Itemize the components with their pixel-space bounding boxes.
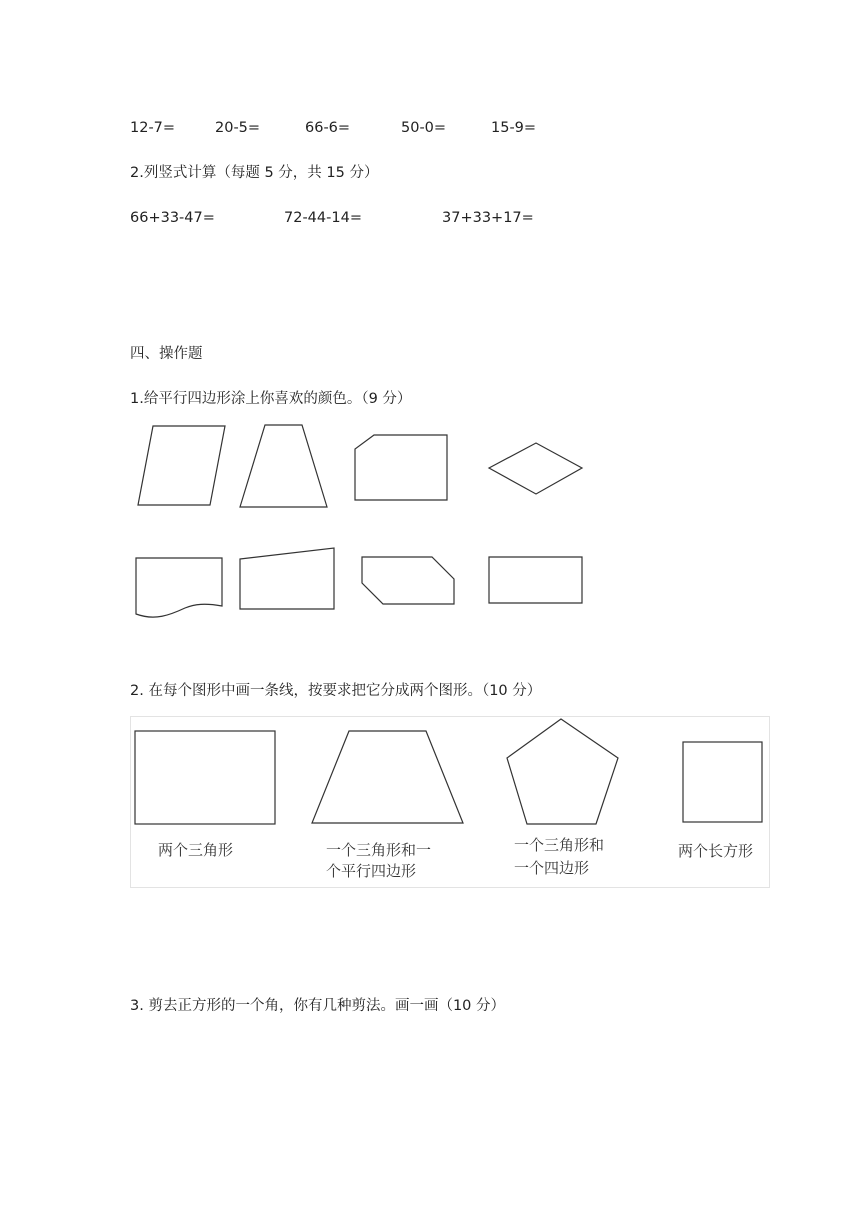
calc-20-5: 20-5=	[215, 120, 261, 136]
caption-two-rectangles: 两个长方形	[678, 842, 754, 860]
quadrilateral-shape[interactable]	[240, 548, 334, 609]
calc-72-44-14: 72-44-14=	[284, 210, 362, 226]
parallelogram-shape[interactable]	[138, 426, 225, 505]
calc-15-9: 15-9=	[491, 120, 537, 136]
q2-vertical-calc-title: 2.列竖式计算（每题 5 分，共 15 分）	[130, 165, 379, 181]
calc-12-7: 12-7=	[130, 120, 176, 136]
caption-triangle-parallelogram-line1: 一个三角形和一	[326, 841, 432, 859]
trapezoid-shape[interactable]	[240, 425, 327, 507]
q2-divide-shapes-title: 2. 在每个图形中画一条线，按要求把它分成两个图形。（10 分）	[130, 683, 542, 699]
calc-50-0: 50-0=	[401, 120, 447, 136]
rectangle-shape[interactable]	[489, 557, 582, 603]
caption-two-triangles: 两个三角形	[158, 841, 234, 859]
calc-37+33+17: 37+33+17=	[442, 210, 534, 226]
hexagon-shape[interactable]	[362, 557, 454, 604]
q2-shapes	[0, 700, 860, 840]
q2-square-shape[interactable]	[683, 742, 762, 822]
rhombus-shape[interactable]	[489, 443, 582, 494]
wavy-bottom-rectangle-shape[interactable]	[136, 558, 222, 617]
q1-color-parallelogram-title: 1.给平行四边形涂上你喜欢的颜色。（9 分）	[130, 391, 412, 407]
caption-triangle-quadrilateral-line1: 一个三角形和	[514, 836, 605, 854]
cut-corner-rectangle-shape[interactable]	[355, 435, 447, 500]
calc-66-6: 66-6=	[305, 120, 351, 136]
q2-trapezoid-shape[interactable]	[312, 731, 463, 823]
caption-triangle-quadrilateral-line2: 一个四边形	[514, 859, 590, 877]
q2-rectangle-shape[interactable]	[135, 731, 275, 824]
section-4-heading: 四、操作题	[130, 346, 203, 362]
q3-cut-square-corner-title: 3. 剪去正方形的一个角，你有几种剪法。画一画（10 分）	[130, 998, 506, 1014]
calc-66+33-47: 66+33-47=	[130, 210, 215, 226]
q2-pentagon-shape[interactable]	[507, 719, 618, 824]
caption-triangle-parallelogram-line2: 个平行四边形	[326, 862, 417, 880]
